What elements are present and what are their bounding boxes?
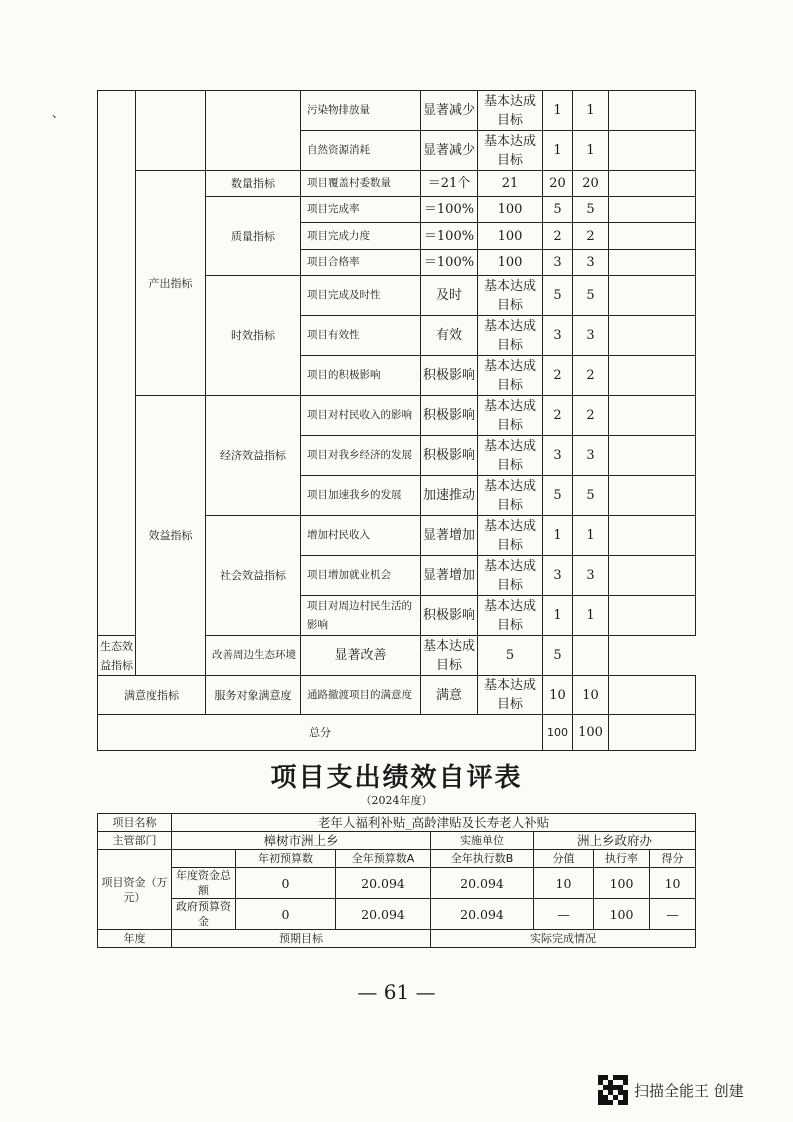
score-points: 2 <box>543 223 573 250</box>
remark-cell <box>573 636 609 676</box>
actual-value: 100 <box>478 197 543 223</box>
expected-goal-label: 预期目标 <box>172 930 431 948</box>
score-points: 10 <box>543 676 573 715</box>
total-points: 10 <box>534 868 594 899</box>
score-points: 3 <box>543 250 573 276</box>
total-funds-label: 年度资金总额 <box>172 868 236 899</box>
remark-cell <box>609 171 696 197</box>
target-value: 积极影响 <box>421 356 478 396</box>
remark-cell <box>609 516 696 556</box>
eco-indicator-label: 生态效益指标 <box>98 636 136 676</box>
actual-value: 基本达成目标 <box>478 131 543 171</box>
remark-cell <box>609 596 696 636</box>
score-obtained: 3 <box>573 556 609 596</box>
remark-cell <box>609 436 696 476</box>
score-points: 5 <box>543 276 573 316</box>
total-exec: 20.094 <box>431 868 534 899</box>
score-points: 3 <box>543 436 573 476</box>
remark-cell <box>609 276 696 316</box>
actual-value: 基本达成目标 <box>478 91 543 131</box>
total-label: 总分 <box>98 715 543 751</box>
score-obtained: 2 <box>573 223 609 250</box>
indicator-name: 项目的积极影响 <box>301 356 421 396</box>
remark-cell <box>609 356 696 396</box>
actual-value: 100 <box>478 250 543 276</box>
satisfaction-indicator-label: 满意度指标 <box>98 676 206 715</box>
actual-value: 基本达成目标 <box>478 396 543 436</box>
target-value: 显著减少 <box>421 131 478 171</box>
blank-cell <box>206 91 301 171</box>
gov-score: — <box>650 899 696 930</box>
total-score: 100 <box>573 715 609 751</box>
actual-completion-label: 实际完成情况 <box>431 930 696 948</box>
score-obtained: 2 <box>573 396 609 436</box>
score-obtained: 1 <box>573 516 609 556</box>
remark-cell <box>609 223 696 250</box>
actual-value: 21 <box>478 171 543 197</box>
target-value: ＝100% <box>421 250 478 276</box>
total-rate: 100 <box>594 868 650 899</box>
total-points: 100 <box>543 715 573 751</box>
score-points: 1 <box>543 91 573 131</box>
economic-indicator-label: 经济效益指标 <box>206 396 301 516</box>
score-points: 1 <box>543 131 573 171</box>
score-points: 1 <box>543 516 573 556</box>
score-points: 2 <box>543 356 573 396</box>
indicator-name: 项目对村民收入的影响 <box>301 396 421 436</box>
score-points: 3 <box>543 316 573 356</box>
score-obtained: 1 <box>573 596 609 636</box>
score-obtained: 3 <box>573 436 609 476</box>
score-obtained: 5 <box>573 476 609 516</box>
target-value: ＝100% <box>421 223 478 250</box>
remark-cell <box>609 396 696 436</box>
col-score: 得分 <box>650 850 696 868</box>
actual-value: 基本达成目标 <box>478 436 543 476</box>
actual-value: 基本达成目标 <box>478 596 543 636</box>
score-points: 20 <box>543 171 573 197</box>
score-obtained: 5 <box>573 276 609 316</box>
form-year: （2024年度） <box>360 794 433 807</box>
target-value: 积极影响 <box>421 396 478 436</box>
score-obtained: 1 <box>573 131 609 171</box>
score-obtained: 20 <box>573 171 609 197</box>
impl-unit-label: 实施单位 <box>431 832 534 850</box>
target-value: 有效 <box>421 316 478 356</box>
remark-cell <box>609 91 696 131</box>
total-initial: 0 <box>236 868 336 899</box>
score-obtained: 2 <box>573 356 609 396</box>
watermark-text: 扫描全能王 创建 <box>634 1081 744 1100</box>
total-annual: 20.094 <box>336 868 431 899</box>
score-points: 1 <box>543 596 573 636</box>
output-indicator-label: 产出指标 <box>136 171 206 396</box>
target-value: ＝100% <box>421 197 478 223</box>
col-points: 分值 <box>534 850 594 868</box>
actual-value: 基本达成目标 <box>478 276 543 316</box>
gov-points: — <box>534 899 594 930</box>
actual-value: 基本达成目标 <box>478 676 543 715</box>
col-initial-budget: 年初预算数 <box>236 850 336 868</box>
quantity-indicator-label: 数量指标 <box>206 171 301 197</box>
score-points: 3 <box>543 556 573 596</box>
funds-label: 项目资金（万元） <box>98 850 172 930</box>
remark-cell <box>609 250 696 276</box>
col-exec-rate: 执行率 <box>594 850 650 868</box>
col-annual-exec: 全年执行数B <box>431 850 534 868</box>
actual-value: 基本达成目标 <box>478 516 543 556</box>
page-number: — 61 — <box>357 980 436 1004</box>
score-obtained: 1 <box>573 91 609 131</box>
actual-value: 基本达成目标 <box>478 476 543 516</box>
form-title: 项目支出绩效自评表 <box>270 763 523 793</box>
score-points: 2 <box>543 396 573 436</box>
remark-cell <box>609 676 696 715</box>
actual-value: 基本达成目标 <box>421 636 478 676</box>
blank-cell <box>172 850 236 868</box>
target-value: 显著改善 <box>301 636 421 676</box>
target-value: 显著增加 <box>421 556 478 596</box>
indicator-name: 项目完成力度 <box>301 223 421 250</box>
indicator-name: 项目增加就业机会 <box>301 556 421 596</box>
remark-cell <box>609 556 696 596</box>
indicator-name: 项目加速我乡的发展 <box>301 476 421 516</box>
indicator-name: 项目对周边村民生活的影响 <box>301 596 421 636</box>
remark-cell <box>609 316 696 356</box>
stray-mark: 、 <box>52 106 65 120</box>
score-obtained: 3 <box>573 250 609 276</box>
performance-indicator-table <box>97 90 696 751</box>
indicator-name: 改善周边生态环境 <box>206 636 301 676</box>
project-name-value: 老年人福利补贴_高龄津贴及长寿老人补贴 <box>172 814 696 832</box>
social-indicator-label: 社会效益指标 <box>206 516 301 636</box>
score-obtained: 5 <box>543 636 573 676</box>
gov-annual: 20.094 <box>336 899 431 930</box>
actual-value: 基本达成目标 <box>478 356 543 396</box>
score-points: 5 <box>478 636 543 676</box>
gov-rate: 100 <box>594 899 650 930</box>
target-value: 加速推动 <box>421 476 478 516</box>
indicator-name: 项目完成及时性 <box>301 276 421 316</box>
remark-cell <box>609 476 696 516</box>
timeliness-indicator-label: 时效指标 <box>206 276 301 396</box>
indicator-name: 增加村民收入 <box>301 516 421 556</box>
target-value: 显著增加 <box>421 516 478 556</box>
indicator-name: 项目覆盖村委数量 <box>301 171 421 197</box>
dept-value: 樟树市洲上乡 <box>172 832 431 850</box>
total-score: 10 <box>650 868 696 899</box>
score-obtained: 5 <box>573 197 609 223</box>
indicator-name: 项目对我乡经济的发展 <box>301 436 421 476</box>
target-value: ＝21个 <box>421 171 478 197</box>
score-obtained: 3 <box>573 316 609 356</box>
actual-value: 基本达成目标 <box>478 316 543 356</box>
quality-indicator-label: 质量指标 <box>206 197 301 276</box>
satisfaction-sub-label: 服务对象满意度 <box>206 676 301 715</box>
qr-code-icon <box>598 1075 628 1105</box>
outer-blank-cell <box>98 91 136 636</box>
gov-funds-label: 政府预算资金 <box>172 899 236 930</box>
indicator-name: 项目有效性 <box>301 316 421 356</box>
actual-value: 100 <box>478 223 543 250</box>
target-value: 积极影响 <box>421 596 478 636</box>
indicator-name: 项目合格率 <box>301 250 421 276</box>
indicator-name: 自然资源消耗 <box>301 131 421 171</box>
indicator-name: 通路撤渡项目的满意度 <box>301 676 421 715</box>
actual-value: 基本达成目标 <box>478 556 543 596</box>
self-evaluation-table <box>97 813 696 948</box>
project-name-label: 项目名称 <box>98 814 172 832</box>
impl-unit-value: 洲上乡政府办 <box>534 832 696 850</box>
indicator-name: 污染物排放量 <box>301 91 421 131</box>
target-value: 及时 <box>421 276 478 316</box>
col-annual-budget: 全年预算数A <box>336 850 431 868</box>
remark-cell <box>609 131 696 171</box>
indicator-name: 项目完成率 <box>301 197 421 223</box>
gov-initial: 0 <box>236 899 336 930</box>
target-value: 积极影响 <box>421 436 478 476</box>
year-label: 年度 <box>98 930 172 948</box>
score-points: 5 <box>543 476 573 516</box>
dept-label: 主管部门 <box>98 832 172 850</box>
remark-cell <box>609 197 696 223</box>
gov-exec: 20.094 <box>431 899 534 930</box>
score-obtained: 10 <box>573 676 609 715</box>
blank-cell <box>136 91 206 171</box>
score-points: 5 <box>543 197 573 223</box>
remark-cell <box>609 715 696 751</box>
benefit-indicator-label: 效益指标 <box>136 396 206 676</box>
target-value: 满意 <box>421 676 478 715</box>
target-value: 显著减少 <box>421 91 478 131</box>
scanner-watermark <box>598 1075 744 1105</box>
